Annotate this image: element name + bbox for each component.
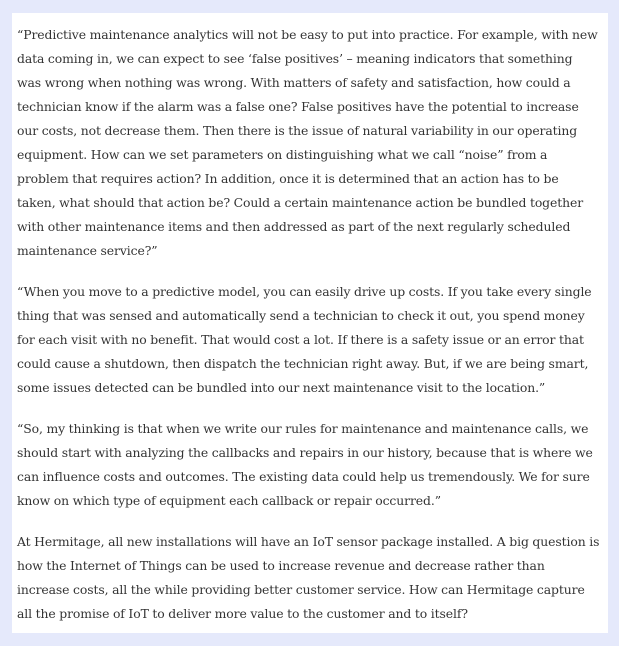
paragraph-2: “When you move to a predictive model, you can easily drive up costs. If you take every single thing that was sensed and automatically send a technician to check it out, you spend money for each visit with no benefit. That would cost a lot. If there is a safety issue or an error that could cause a shutdown, then dispatch the technician right away. But, if we are being smart, some issues detected can be bundled into our next maintenance visit to the location.” bbox=[17, 284, 592, 395]
paragraph-3: “So, my thinking is that when we write our rules for maintenance and maintenance calls, we should start with analyzing the callbacks and repairs in our history, because that is where we can influence costs and outcomes. The existing data could help us tremendously. We for sure know on which type of equipment each callback or repair occurred.” bbox=[17, 421, 593, 508]
paragraph-1: “Predictive maintenance analytics will not be easy to put into practice. For example, with new data coming in, we can expect to see ‘false positives’ – meaning indicators that something was wrong when nothing was wrong. With matters of safety and satisfaction, how could a technician know if the alarm was a false one? False positives have the potential to increase our costs, not decrease them. Then there is the issue of natural variability in our operating equipment. How can we set parameters on distinguishing what we call “noise” from a problem that requires action? In addition, once it is determined that an action has to be taken, what should that action be? Could a certain maintenance action be bundled together with other maintenance items and then addressed as part of the next regularly scheduled maintenance service?” bbox=[17, 27, 598, 258]
document-card bbox=[12, 13, 608, 633]
paragraph-4: At Hermitage, all new installations will have an IoT sensor package installed. A big question is how the Internet of Things can be used to increase revenue and decrease rather than increase costs, all the while providing better customer service. How can Hermitage capture all the promise of IoT to deliver more value to the customer and to itself? bbox=[17, 534, 600, 621]
